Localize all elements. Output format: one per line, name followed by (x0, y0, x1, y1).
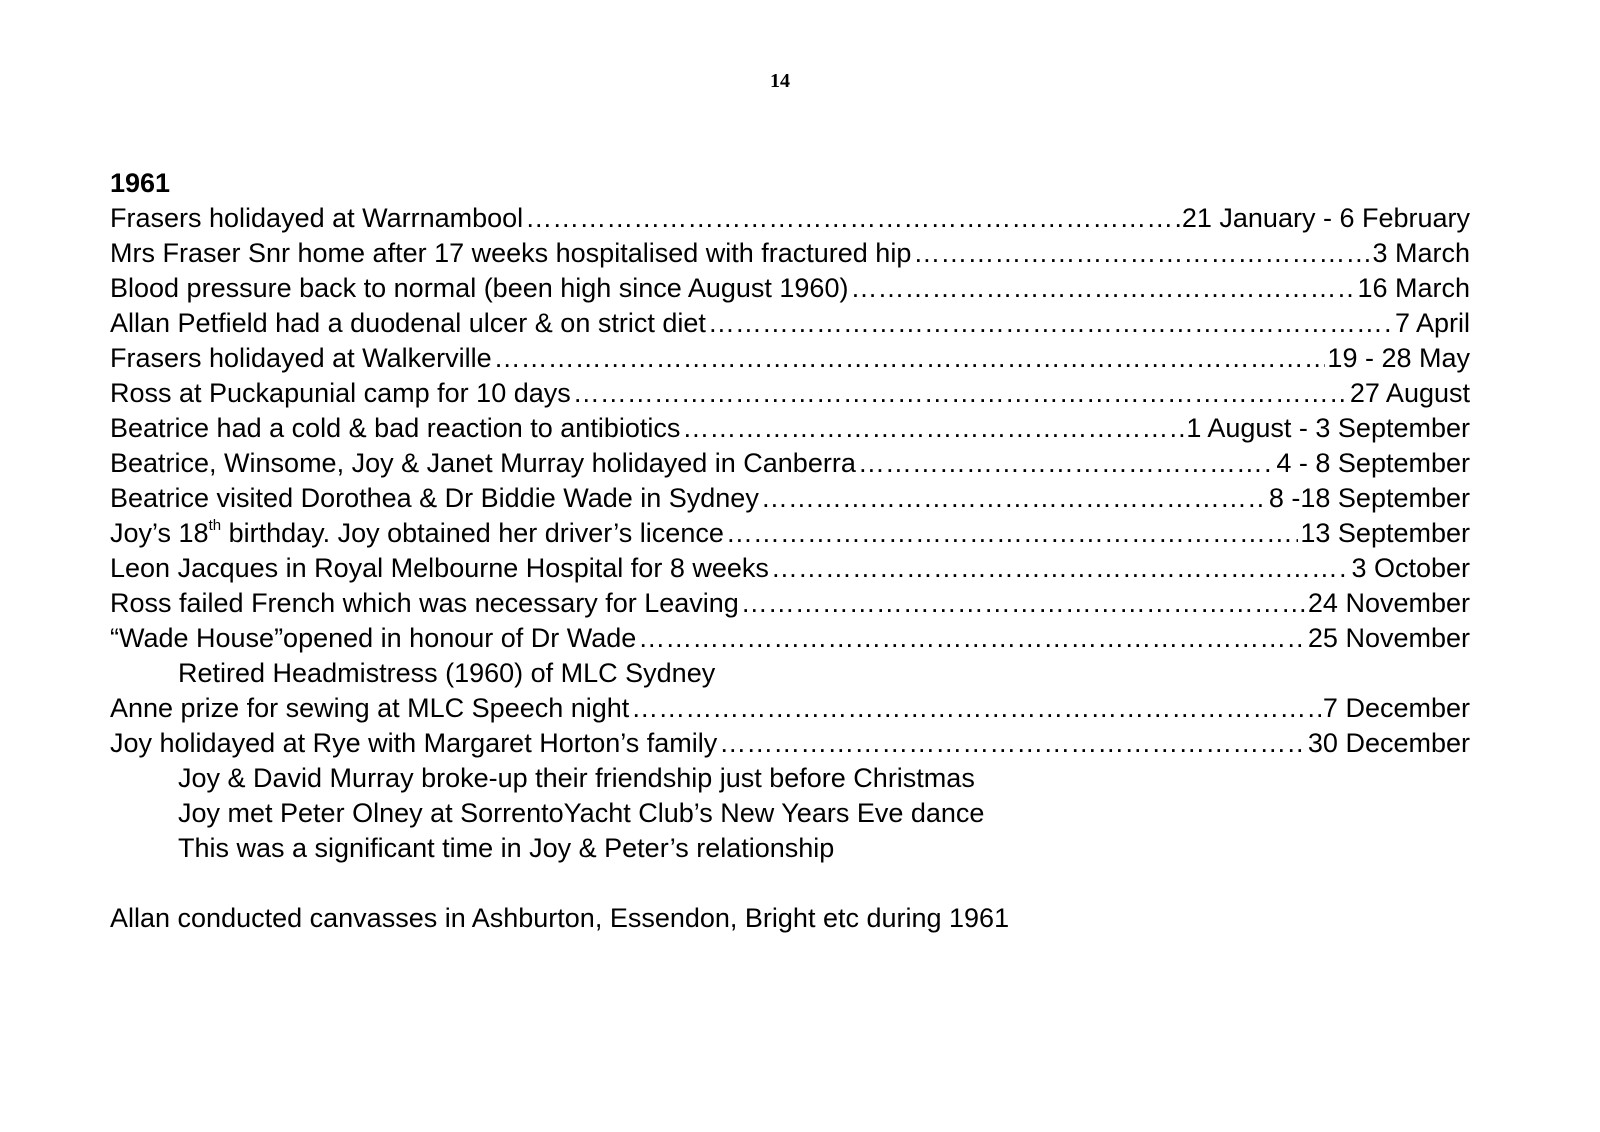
timeline-entry (110, 481, 1470, 516)
entry-text-rest: birthday. Joy obtained her driver’s licence (221, 518, 724, 548)
timeline-entry (110, 271, 1470, 306)
dot-leader (525, 201, 1180, 236)
entry-date: 4 - 8 September (1276, 448, 1470, 478)
timeline-entry (110, 411, 1470, 446)
dot-leader (708, 306, 1393, 341)
dot-leader (494, 341, 1326, 376)
timeline-entry (110, 201, 1470, 236)
entry-text: Beatrice had a cold & bad reaction to antibiotics (110, 413, 681, 443)
entry-text: Ross failed French which was necessary for Leaving (110, 588, 739, 618)
entry-text: Beatrice visited Dorothea & Dr Biddie Wade in Sydney (110, 483, 759, 513)
dot-leader (682, 411, 1184, 446)
dot-leader (761, 481, 1267, 516)
entry-date: 30 December (1307, 728, 1470, 758)
entry-text: Anne prize for sewing at MLC Speech night (110, 693, 630, 723)
entry-text: Frasers holidayed at Warrnambool (110, 203, 524, 233)
entry-date: 13 September (1300, 518, 1470, 548)
entry-date: 24 November (1307, 588, 1470, 618)
document-body (110, 166, 1470, 936)
entry-date: 7 April (1394, 308, 1470, 338)
entry-date: 8 -18 September (1268, 483, 1470, 513)
timeline-entry (110, 551, 1470, 586)
dot-leader (741, 586, 1306, 621)
entry-text: Leon Jacques in Royal Melbourne Hospital for 8 weeks (110, 553, 769, 583)
ordinal-suffix: th (208, 517, 222, 534)
entry-date: 3 October (1351, 553, 1470, 583)
dot-leader (638, 621, 1306, 656)
dot-leader (771, 551, 1350, 586)
timeline-entry (110, 621, 1470, 656)
timeline-entry (110, 341, 1470, 376)
timeline-entry (110, 236, 1470, 271)
entry-date: 25 November (1307, 623, 1470, 653)
entry-date: 1 August - 3 September (1186, 413, 1470, 443)
dot-leader (573, 376, 1348, 411)
entry-text: Blood pressure back to normal (been high since August 1960) (110, 273, 849, 303)
dot-leader (858, 446, 1275, 481)
entry-date: 27 August (1349, 378, 1470, 408)
year-heading: 1961 (110, 168, 171, 198)
entry-text: Frasers holidayed at Walkerville (110, 343, 492, 373)
dot-leader (726, 516, 1299, 551)
timeline-entry (110, 446, 1470, 481)
summary-line: Allan conducted canvasses in Ashburton, Essendon, Bright etc during 1961 (110, 903, 1010, 933)
entry-text (110, 516, 724, 551)
timeline-entry (110, 306, 1470, 341)
dot-leader (850, 271, 1355, 306)
entry-text: Joy holidayed at Rye with Margaret Horton’s family (110, 728, 718, 758)
timeline-entry (110, 376, 1470, 411)
dot-leader (913, 236, 1370, 271)
entry-note: Joy met Peter Olney at SorrentoYacht Club’s New Years Eve dance (178, 798, 985, 828)
entry-text: Ross at Puckapunial camp for 10 days (110, 378, 571, 408)
entry-date: 21 January - 6 February (1181, 203, 1470, 233)
entry-date: 3 March (1372, 238, 1470, 268)
entry-date: 7 December (1322, 693, 1470, 723)
timeline-entry (110, 516, 1470, 551)
entry-text: “Wade House”opened in honour of Dr Wade (110, 623, 637, 653)
entry-text: Allan Petfield had a duodenal ulcer & on strict diet (110, 308, 706, 338)
timeline-entry (110, 586, 1470, 621)
entry-text: Beatrice, Winsome, Joy & Janet Murray holidayed in Canberra (110, 448, 856, 478)
entry-note: This was a significant time in Joy & Peter’s relationship (178, 833, 835, 863)
entry-date: 19 - 28 May (1327, 343, 1470, 373)
dot-leader (719, 726, 1306, 761)
entry-text-lead: Joy’s 18 (110, 518, 209, 548)
timeline-entry (110, 691, 1470, 726)
page-number: 14 (770, 70, 790, 92)
entry-text: Mrs Fraser Snr home after 17 weeks hospitalised with fractured hip (110, 238, 912, 268)
entry-note: Retired Headmistress (1960) of MLC Sydney (178, 658, 716, 688)
dot-leader (631, 691, 1321, 726)
timeline-entry (110, 726, 1470, 761)
entry-date: 16 March (1357, 273, 1470, 303)
entry-note: Joy & David Murray broke-up their friendship just before Christmas (178, 763, 975, 793)
